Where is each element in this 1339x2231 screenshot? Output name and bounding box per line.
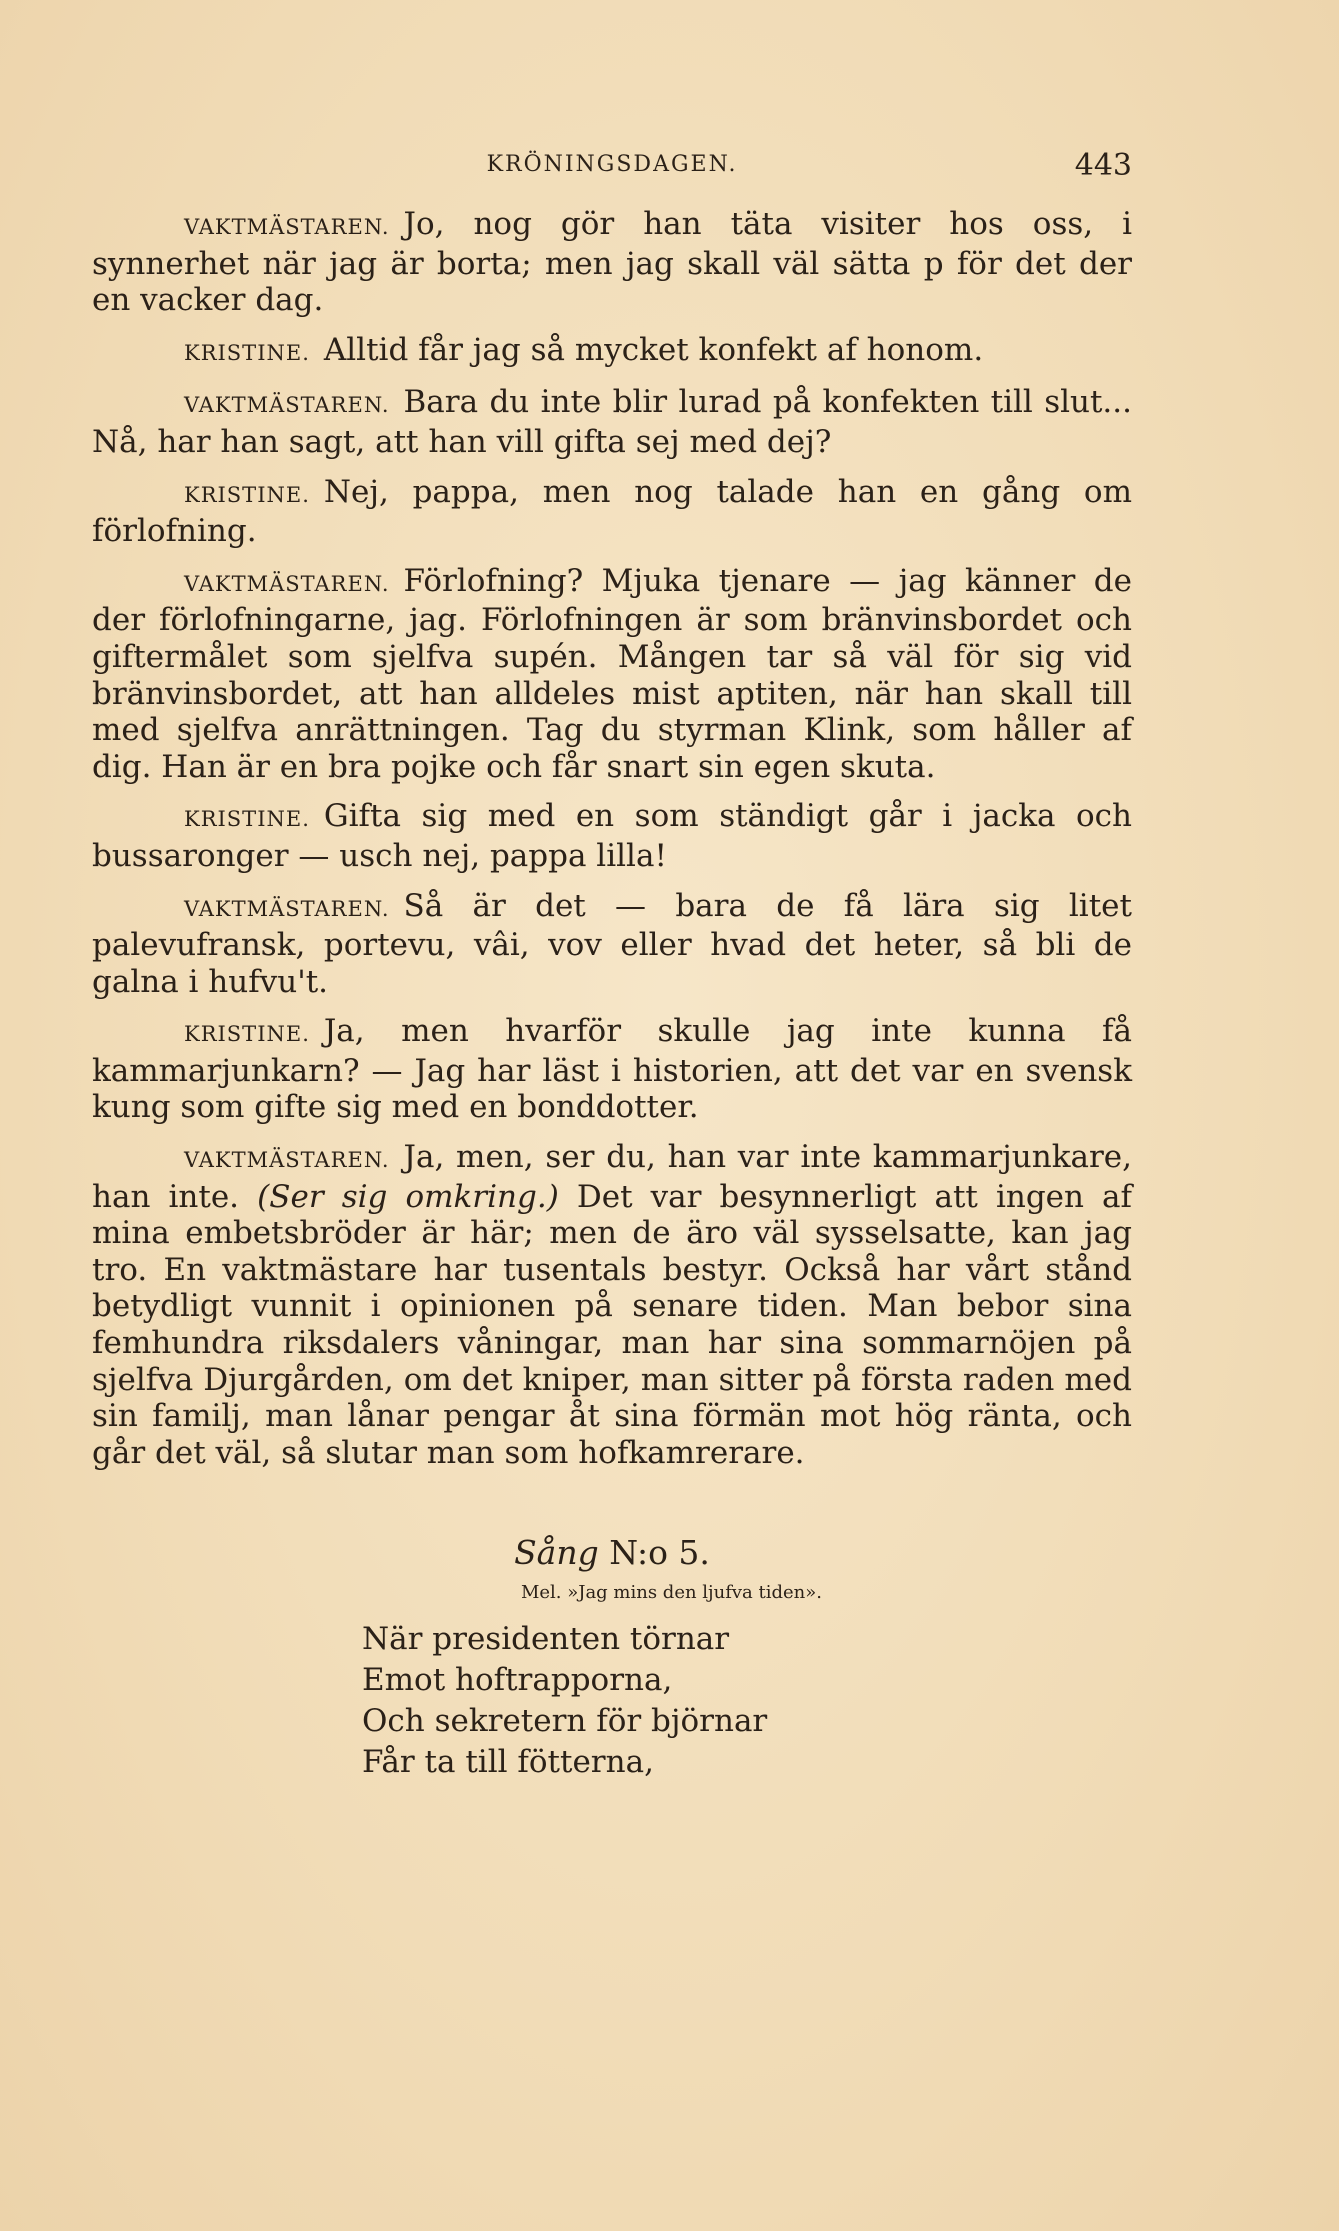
speech-text: Ja, men hvarför skulle jag inte kunna få kammarjunkarn? — Jag har läst i historien, att det var en svensk kung som gifte sig med en bonddotter. [92, 1013, 1132, 1126]
dialogue-body [92, 206, 1132, 1783]
speech-text: Bara du inte blir lurad på konfekten till slut... Nå, har han sagt, att han vill gifta sej med dej? [92, 384, 1132, 460]
speech-paragraph [92, 1139, 1132, 1471]
speech-paragraph [92, 206, 1132, 319]
speech-text: Gifta sig med en som ständigt går i jacka och bussaronger — usch nej, pappa lilla! [92, 798, 1132, 874]
verse-line: Får ta till fötterna, [362, 1744, 654, 1781]
song-verse [362, 1619, 1132, 1783]
song-title-word: Sång [514, 1533, 599, 1573]
speech-text: Så är det — bara de få lära sig litet palevufransk, portevu, vâi, vov eller hvad det heter, så bli de galna i hufvu't. [92, 887, 1132, 1000]
verse-line: Och sekretern för björnar [362, 1703, 768, 1740]
speaker-name: KRISTINE. [184, 482, 310, 507]
speech-paragraph [92, 563, 1132, 786]
speaker-name: VAKTMÄSTAREN. [184, 1148, 390, 1173]
speech-paragraph [92, 1013, 1132, 1126]
speech-text: Det var besynnerligt att ingen af mina embetsbröder är här; men de äro väl sysselsatte, kan jag tro. En vaktmästare har tusentals bestyr. Också har vårt stånd betydligt vunnit i opinionen på senare tiden. Man bebor sina femhundra riksdalers våningar, man har sina sommarnöjen på sjelfva Djurgården, om det kniper, man sitter på första raden med sin familj, man lånar pengar åt sina förmän mot hög ränta, och går det väl, så slutar man som hofkamrerare. [92, 1178, 1133, 1471]
speech-paragraph [92, 384, 1132, 460]
speaker-name: KRISTINE. [184, 807, 310, 832]
song-title-number: N:o 5. [609, 1533, 710, 1573]
speech-paragraph [92, 332, 1132, 372]
running-title: KRÖNINGSDAGEN. [486, 152, 738, 177]
speech-text: Alltid får jag så mycket konfekt af honom. [323, 331, 984, 368]
melody-note: Mel. »Jag mins den ljufva tiden». [520, 1582, 822, 1604]
speech-text: Jo, nog gör han täta visiter hos oss, i synnerhet när jag är borta; men jag skall väl sätta p för det der en vacker dag. [92, 206, 1132, 319]
verse-line: Emot hoftrapporna, [362, 1662, 673, 1699]
page-number: 443 [1074, 148, 1132, 183]
speaker-name: VAKTMÄSTAREN. [184, 896, 390, 921]
speaker-name: VAKTMÄSTAREN. [184, 571, 390, 596]
speaker-name: VAKTMÄSTAREN. [184, 215, 390, 239]
verse-line: När presidenten törnar [362, 1621, 730, 1658]
song-title [92, 1533, 1132, 1572]
speaker-name: KRISTINE. [184, 1022, 310, 1047]
speech-paragraph [92, 798, 1132, 874]
running-head [92, 148, 1132, 188]
speech-text: Förlofning? Mjuka tjenare — jag känner de der förlofningarne, jag. Förlofningen är som bränvinsbordet och giftermålet som sjelfva supén. Mången tar så väl för sig vid bränvinsbordet, att han alldeles mist aptiten, när han skall till med sjelfva anrättningen. Tag du styrman Klink, som håller af dig. Han är en bra pojke och får snart sin egen skuta. [92, 562, 1132, 785]
speech-paragraph [92, 474, 1132, 550]
speech-text: Nej, pappa, men nog talade han en gång om förlofning. [92, 473, 1132, 550]
speech-paragraph [92, 888, 1132, 1001]
stage-direction: (Ser sig omkring.) [257, 1178, 559, 1215]
speaker-name: VAKTMÄSTAREN. [184, 393, 390, 418]
speech-text: Ja, men, ser du, han var inte kammarjunkare, han inte. [92, 1139, 1132, 1215]
speaker-name: KRISTINE. [184, 340, 310, 365]
